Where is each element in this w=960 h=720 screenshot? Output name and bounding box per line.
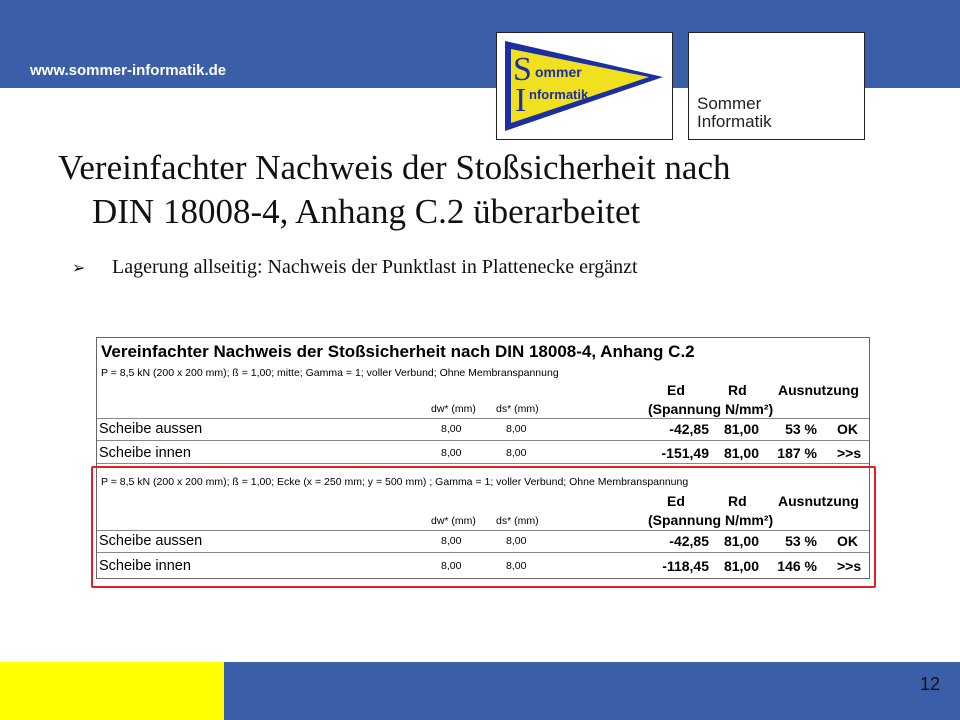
row-ds: 8,00: [506, 560, 527, 572]
row-ed: -42,85: [669, 421, 709, 437]
row-ds: 8,00: [506, 423, 527, 435]
row-status: >>s: [837, 445, 862, 461]
text-logo: [688, 32, 865, 140]
slide-title-line1: Vereinfachter Nachweis der Stoßsicherheit nach: [58, 148, 731, 187]
block1-col-dw: dw* (mm): [431, 403, 476, 415]
row-rd: 81,00: [723, 558, 759, 574]
bullet-text: Lagerung allseitig: Nachweis der Punktlast in Plattenecke ergänzt: [112, 256, 638, 278]
website-url[interactable]: www.sommer-informatik.de: [30, 62, 227, 79]
row-ds: 8,00: [506, 447, 527, 459]
block1-col-unit: (Spannung N/mm²): [648, 401, 774, 417]
slide-title: [58, 146, 898, 234]
pennant-text-1: ommer: [535, 64, 582, 80]
pennant-logo: [496, 32, 673, 140]
row-status: >>s: [837, 558, 862, 574]
row-dw: 8,00: [441, 447, 462, 459]
row-ds: 8,00: [506, 535, 527, 547]
text-logo-line2: Informatik: [697, 112, 772, 131]
pennant-text-2: nformatik: [529, 87, 589, 102]
block1-col-rd: Rd: [728, 382, 747, 398]
arrow-bullet-icon: ➢: [72, 258, 86, 277]
block2-condition: P = 8,5 kN (200 x 200 mm); ß = 1,00; Ecke (x = 250 mm; y = 500 mm) ; Gamma = 1; voller Verbund; Ohne Membranspannung: [101, 476, 689, 488]
row-label: Scheibe innen: [99, 558, 191, 574]
table-row: [97, 418, 869, 441]
row-label: Scheibe innen: [99, 445, 191, 461]
block2-col-rd: Rd: [728, 493, 747, 509]
slide-title-line2: DIN 18008-4, Anhang C.2 überarbeitet: [92, 192, 641, 231]
footer-blue-band: [224, 662, 960, 720]
row-label: Scheibe aussen: [99, 421, 203, 437]
row-rd: 81,00: [723, 445, 759, 461]
block1-col-ed: Ed: [667, 382, 685, 398]
row-ausnutzung: 53 %: [785, 421, 817, 437]
block2-col-unit: (Spannung N/mm²): [648, 512, 774, 528]
row-status: OK: [837, 533, 858, 549]
pennant-initial-i: I: [515, 82, 527, 119]
pennant-logo-icon: [497, 33, 672, 139]
row-ed: -151,49: [661, 445, 709, 461]
row-dw: 8,00: [441, 560, 462, 572]
block2-col-dw: dw* (mm): [431, 515, 476, 527]
row-dw: 8,00: [441, 535, 462, 547]
row-ausnutzung: 146 %: [777, 558, 817, 574]
table-title: Vereinfachter Nachweis der Stoßsicherheit nach DIN 18008-4, Anhang C.2: [101, 342, 695, 361]
block2-col-ds: ds* (mm): [496, 515, 539, 527]
row-dw: 8,00: [441, 423, 462, 435]
text-logo-label: [697, 95, 772, 131]
row-ed: -42,85: [669, 533, 709, 549]
row-label: Scheibe aussen: [99, 533, 203, 549]
row-rd: 81,00: [723, 421, 759, 437]
row-ausnutzung: 53 %: [785, 533, 817, 549]
row-ed: -118,45: [662, 558, 709, 574]
row-rd: 81,00: [723, 533, 759, 549]
block1-col-ausnutzung: Ausnutzung: [778, 382, 859, 398]
pennant-initial-s: S: [513, 51, 532, 88]
highlight-frame: [91, 466, 876, 588]
table-row: [97, 441, 869, 464]
text-logo-line1: Sommer: [697, 94, 762, 113]
bullet-item: [72, 256, 638, 279]
row-ausnutzung: 187 %: [777, 445, 817, 461]
block1-col-ds: ds* (mm): [496, 403, 539, 415]
block2-col-ed: Ed: [667, 493, 685, 509]
block2-col-ausnutzung: Ausnutzung: [778, 493, 859, 509]
row-status: OK: [837, 421, 858, 437]
footer-yellow-band: [0, 662, 224, 720]
page-number: 12: [920, 674, 941, 694]
block1-condition: P = 8,5 kN (200 x 200 mm); ß = 1,00; mitte; Gamma = 1; voller Verbund; Ohne Membranspannung: [101, 367, 559, 379]
